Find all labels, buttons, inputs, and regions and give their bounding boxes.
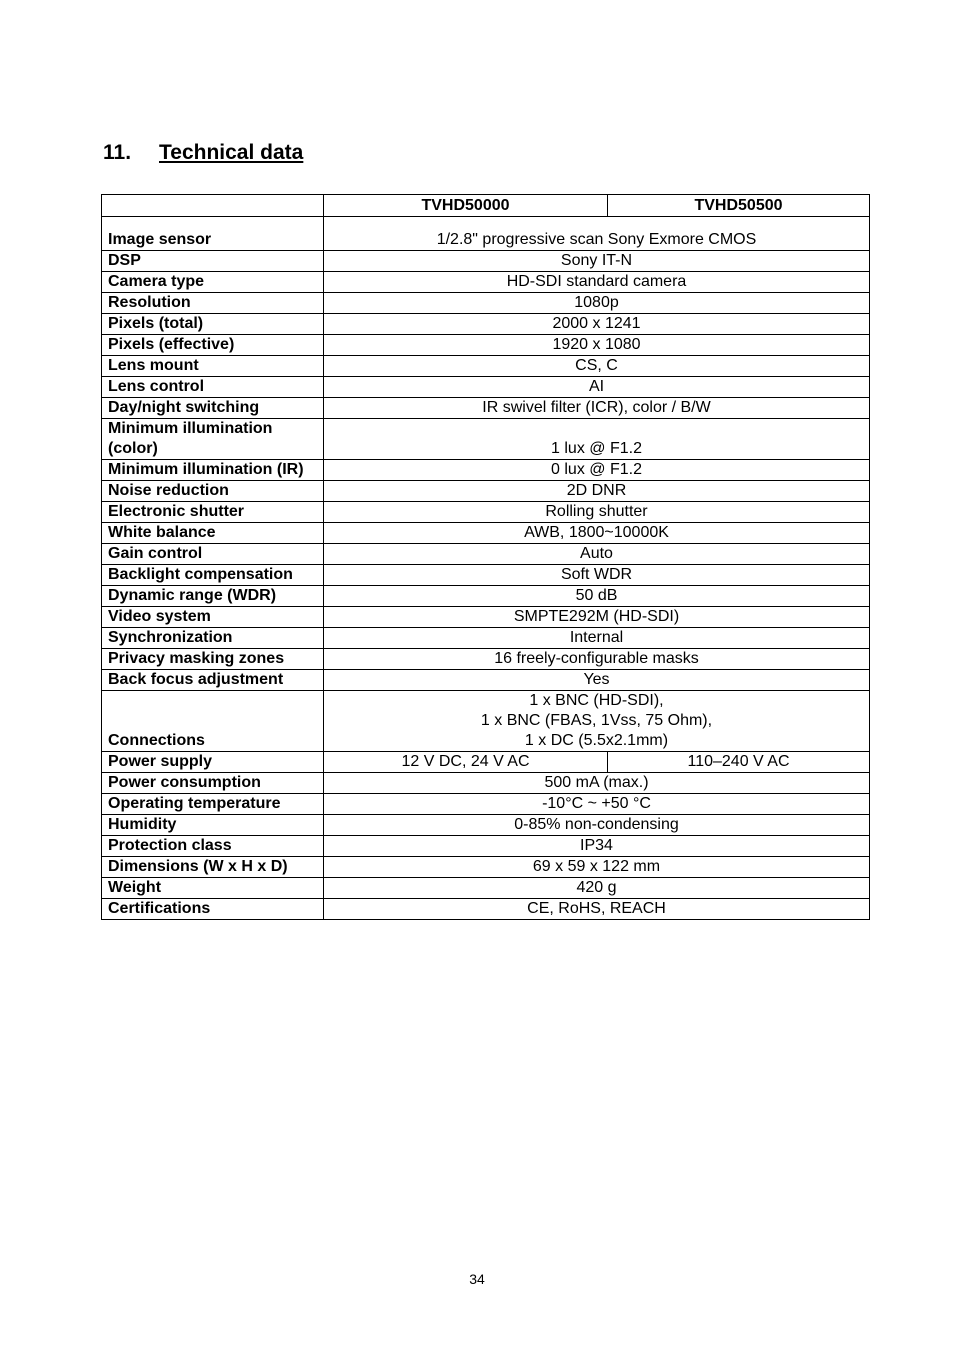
row-label: Noise reduction bbox=[102, 481, 324, 502]
row-label: Gain control bbox=[102, 544, 324, 565]
table-row bbox=[102, 670, 870, 691]
table-row bbox=[102, 272, 870, 293]
row-label: Lens mount bbox=[102, 356, 324, 377]
row-label: Camera type bbox=[102, 272, 324, 293]
section-heading bbox=[103, 141, 303, 165]
table-row bbox=[102, 752, 870, 773]
row-label: Dynamic range (WDR) bbox=[102, 586, 324, 607]
table-row bbox=[102, 314, 870, 335]
row-label: Minimum illumination (IR) bbox=[102, 460, 324, 481]
table-row bbox=[102, 628, 870, 649]
row-label: Connections bbox=[102, 691, 324, 752]
row-label: Power consumption bbox=[102, 773, 324, 794]
technical-data-table bbox=[101, 194, 870, 920]
connection-line: 1 x DC (5.5x2.1mm) bbox=[524, 732, 669, 749]
row-label: Pixels (effective) bbox=[102, 335, 324, 356]
table-row bbox=[102, 217, 870, 251]
row-label: Back focus adjustment bbox=[102, 670, 324, 691]
row-label: Operating temperature bbox=[102, 794, 324, 815]
table-row bbox=[102, 523, 870, 544]
row-label: Weight bbox=[102, 878, 324, 899]
table-header-row bbox=[102, 195, 870, 217]
row-value: Yes bbox=[324, 670, 870, 691]
row-value: 1/2.8" progressive scan Sony Exmore CMOS bbox=[324, 217, 870, 251]
table-row bbox=[102, 899, 870, 920]
table-row bbox=[102, 460, 870, 481]
page-number: 34 bbox=[469, 1271, 485, 1287]
section-title: Technical data bbox=[159, 141, 304, 164]
row-value: -10°C ~ +50 °C bbox=[324, 794, 870, 815]
table-row bbox=[102, 544, 870, 565]
connection-line: 1 x BNC (HD-SDI), bbox=[529, 692, 664, 709]
row-value: AI bbox=[324, 377, 870, 398]
table-row bbox=[102, 293, 870, 314]
row-label: Pixels (total) bbox=[102, 314, 324, 335]
row-value: CE, RoHS, REACH bbox=[324, 899, 870, 920]
row-label: White balance bbox=[102, 523, 324, 544]
row-value: 420 g bbox=[324, 878, 870, 899]
table-row bbox=[102, 691, 870, 752]
table-row bbox=[102, 607, 870, 628]
table-row bbox=[102, 586, 870, 607]
header-model-2: TVHD50500 bbox=[608, 195, 870, 217]
row-value: Internal bbox=[324, 628, 870, 649]
table-row bbox=[102, 794, 870, 815]
row-label: Resolution bbox=[102, 293, 324, 314]
row-label: Power supply bbox=[102, 752, 324, 773]
table-row bbox=[102, 502, 870, 523]
row-label: Synchronization bbox=[102, 628, 324, 649]
row-value: HD-SDI standard camera bbox=[324, 272, 870, 293]
row-value: 0-85% non-condensing bbox=[324, 815, 870, 836]
row-label: Day/night switching bbox=[102, 398, 324, 419]
table-row bbox=[102, 857, 870, 878]
connection-line: 1 x BNC (FBAS, 1Vss, 75 Ohm), bbox=[480, 712, 713, 729]
table-row bbox=[102, 377, 870, 398]
table-row bbox=[102, 836, 870, 857]
row-label: Certifications bbox=[102, 899, 324, 920]
row-label: Humidity bbox=[102, 815, 324, 836]
row-value: Soft WDR bbox=[324, 565, 870, 586]
table-row bbox=[102, 398, 870, 419]
row-value: IR swivel filter (ICR), color / B/W bbox=[324, 398, 870, 419]
table-row bbox=[102, 649, 870, 670]
row-value: 50 dB bbox=[324, 586, 870, 607]
row-value-model-1: 12 V DC, 24 V AC bbox=[324, 752, 608, 773]
table-row bbox=[102, 356, 870, 377]
row-value: IP34 bbox=[324, 836, 870, 857]
row-label: Backlight compensation bbox=[102, 565, 324, 586]
row-label: Image sensor bbox=[102, 217, 324, 251]
row-value: 500 mA (max.) bbox=[324, 773, 870, 794]
row-label: Protection class bbox=[102, 836, 324, 857]
row-value: CS, C bbox=[324, 356, 870, 377]
row-value: 69 x 59 x 122 mm bbox=[324, 857, 870, 878]
row-label: Minimum illumination (color) bbox=[102, 419, 324, 460]
row-label: DSP bbox=[102, 251, 324, 272]
header-empty-cell bbox=[102, 195, 324, 217]
row-label: Video system bbox=[102, 607, 324, 628]
table-row bbox=[102, 481, 870, 502]
row-value: SMPTE292M (HD-SDI) bbox=[324, 607, 870, 628]
row-value: Sony IT-N bbox=[324, 251, 870, 272]
header-model-1: TVHD50000 bbox=[324, 195, 608, 217]
row-value: 2000 x 1241 bbox=[324, 314, 870, 335]
row-label: Electronic shutter bbox=[102, 502, 324, 523]
row-value-multiline bbox=[324, 691, 870, 752]
table-row bbox=[102, 815, 870, 836]
row-label: Dimensions (W x H x D) bbox=[102, 857, 324, 878]
row-label: Lens control bbox=[102, 377, 324, 398]
row-value-model-2: 110–240 V AC bbox=[608, 752, 870, 773]
table-row bbox=[102, 251, 870, 272]
row-label: Privacy masking zones bbox=[102, 649, 324, 670]
row-value: 16 freely-configurable masks bbox=[324, 649, 870, 670]
row-value: 2D DNR bbox=[324, 481, 870, 502]
table-row bbox=[102, 565, 870, 586]
section-number: 11. bbox=[103, 141, 132, 164]
table-row bbox=[102, 773, 870, 794]
row-value: 1 lux @ F1.2 bbox=[324, 419, 870, 460]
table-row bbox=[102, 335, 870, 356]
row-value: 1080p bbox=[324, 293, 870, 314]
row-value: Auto bbox=[324, 544, 870, 565]
row-value: Rolling shutter bbox=[324, 502, 870, 523]
row-value: 0 lux @ F1.2 bbox=[324, 460, 870, 481]
table-row bbox=[102, 878, 870, 899]
row-value: 1920 x 1080 bbox=[324, 335, 870, 356]
row-value: AWB, 1800~10000K bbox=[324, 523, 870, 544]
table-row bbox=[102, 419, 870, 460]
